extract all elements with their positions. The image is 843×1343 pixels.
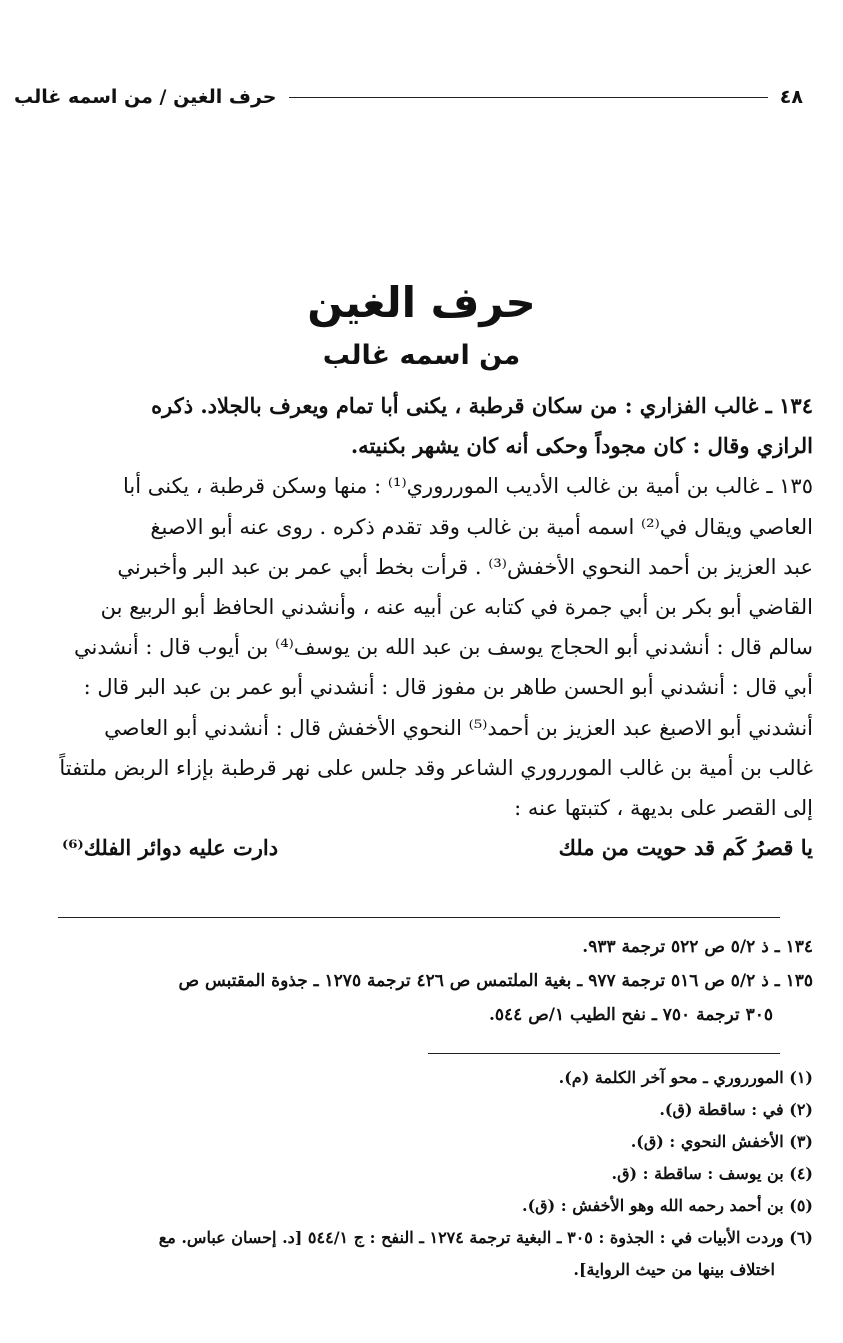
footnote: (٢) في : ساقطة (ق). (659, 1100, 813, 1119)
entry-135-line: غالب بن أمية بن غالب المورروري الشاعر وقد جلس على نهر قرطبة بإزاء الربض ملتفتاً (59, 755, 813, 780)
verse-line (22, 828, 813, 868)
footnotes (22, 1062, 813, 1286)
reference-135-line-2: ٣٠٥ ترجمة ٧٥٠ ـ نفح الطيب ١/ص ٥٤٤. (488, 1005, 773, 1025)
page-number: ٤٨ (779, 86, 803, 108)
section-title: من اسمه غالب (322, 340, 521, 371)
chapter-title: حرف الغين (307, 278, 536, 327)
verse-second-hemistich: دارت عليه دوائر الفلك⁽⁶⁾ (62, 835, 279, 861)
entry-135-line: إلى القصر على بديهة ، كتبتها عنه : (514, 796, 813, 821)
verse-first-hemistich: يا قصرُ كَم قد حويت من ملك (558, 835, 813, 861)
footnote: (٣) الأخفش النحوي : (ق). (630, 1132, 813, 1151)
footnote-6-line-1: (٦) وردت الأبيات في : الجذوة : ٣٠٥ ـ البغية ترجمة ١٢٧٤ ـ النفح : ج ٥٤٤/١ [د. إحسان عباس. مع (158, 1228, 813, 1247)
entry-135-line: عبد العزيز بن أحمد النحوي الأخفش⁽³⁾ . قرأت بخط أبي عمر بن عبد البر وأخبرني (117, 554, 813, 579)
entry-134-line-1: ١٣٤ ـ غالب الفزاري : من سكان قرطبة ، يكنى أبا تمام ويعرف بالجلاد. ذكره (151, 393, 813, 418)
running-title: حرف الغين / من اسمه غالب (14, 86, 277, 108)
reference-135-line-1: ١٣٥ ـ ذ ٥/٢ ص ٥١٦ ترجمة ٩٧٧ ـ بغية الملتمس ص ٤٢٦ ترجمة ١٢٧٥ ـ جذوة المقتبس ص (178, 971, 813, 991)
main-text (22, 386, 813, 868)
entry-134-line-2: الرازي وقال : كان مجوداً وحكى أنه كان يشهر بكنيته. (350, 433, 813, 459)
header-rule (289, 97, 768, 98)
entry-135-line: أنشدني أبو الاصبغ عبد العزيز بن أحمد⁽⁵⁾ النحوي الأخفش قال : أنشدني أبو العاصي (104, 715, 813, 740)
entry-135-line: أبي قال : أنشدني أبو الحسن طاهر بن مفوز قال : أنشدني أبو عمر بن عبد البر قال : (83, 675, 813, 700)
footnote: (٤) بن يوسف : ساقطة : (ق. (611, 1164, 813, 1183)
footnote: (٥) بن أحمد رحمه الله وهو الأخفش : (ق). (522, 1196, 813, 1215)
entry-135-line: القاضي أبو بكر بن أبي جمرة في كتابه عن أبيه عنه ، وأنشدني الحافظ أبو الربيع بن (100, 595, 813, 620)
running-header (14, 86, 803, 108)
reference-134: ١٣٤ ـ ذ ٥/٢ ص ٥٢٢ ترجمة ٩٣٣. (582, 937, 813, 957)
entry-135-line: العاصي ويقال في⁽²⁾ اسمه أمية بن غالب وقد تقدم ذكره . روى عنه أبو الاصبغ (150, 514, 813, 539)
footnotes-divider (428, 1053, 780, 1054)
entry-135-line: ١٣٥ ـ غالب بن أمية بن غالب الأديب المورروري⁽¹⁾ : منها وسكن قرطبة ، يكنى أبا (123, 474, 813, 499)
references (22, 930, 813, 1032)
footnote-6-line-2: اختلاف بينها من حيث الرواية]. (573, 1260, 775, 1279)
entry-135-line: سالم قال : أنشدني أبو الحجاج يوسف بن عبد الله بن يوسف⁽⁴⁾ بن أيوب قال : أنشدني (73, 635, 813, 660)
references-divider (58, 917, 780, 918)
footnote: (١) المورروري ـ محو آخر الكلمة (م). (558, 1068, 813, 1087)
